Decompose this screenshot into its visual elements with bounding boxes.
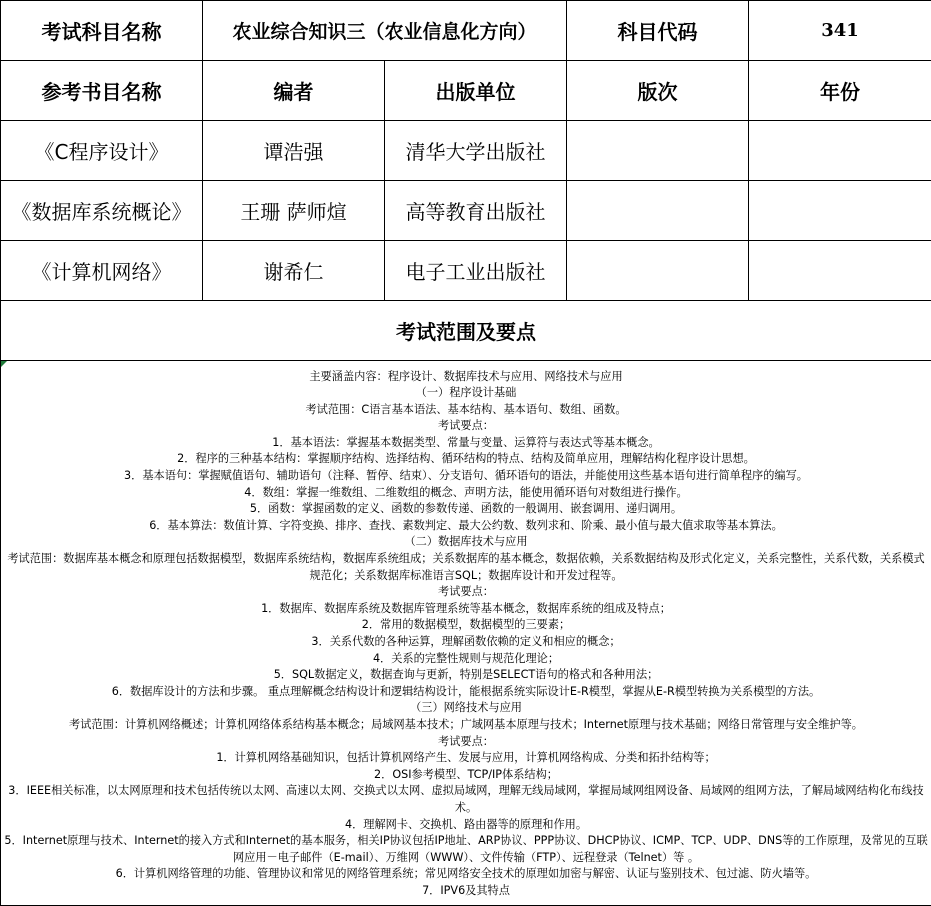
content-line: （三）网络技术与应用	[410, 701, 522, 715]
book-publisher: 清华大学出版社	[385, 121, 567, 181]
content-line: 考试范围：C语言基本语法、基本结构、基本语句、数组、函数。	[305, 402, 627, 416]
book-publisher: 高等教育出版社	[385, 181, 567, 241]
content-line: 1．数据库、数据库系统及数据库管理系统等基本概念，数据库系统的组成及特点；	[261, 601, 671, 615]
content-line: 6．数据库设计的方法和步骤。 重点理解概念结构设计和逻辑结构设计，能根据系统实际设计E-R模型，掌握从E-R模型转换为关系模型的方法。	[111, 684, 821, 698]
content-line: 考试范围：计算机网络概述；计算机网络体系结构基本概念；局域网基本技术；广域网基本原理与技术；Internet原理与技术基础；网络日常管理与安全维护等。	[69, 717, 863, 731]
content-line: 3．基本语句：掌握赋值语句、辅助语句（注释、暂停、结束）、分支语句、循环语句的语法，并能使用这些基本语句进行简单程序的编写。	[124, 469, 808, 483]
book-title: 《计算机网络》	[1, 241, 203, 301]
section-title: 考试范围及要点	[1, 301, 931, 361]
subject-row	[1, 1, 931, 61]
section-title-row	[1, 301, 931, 361]
content-line: 2．程序的三种基本结构：掌握顺序结构、选择结构、循环结构的特点、结构及简单应用，理解结构化程序设计思想。	[177, 452, 755, 466]
content-line: 考试要点：	[438, 419, 494, 433]
book-edition	[567, 181, 749, 241]
book-row	[1, 241, 931, 301]
book-edition	[567, 241, 749, 301]
content-line: 6．基本算法：数值计算、字符变换、排序、查找、素数判定、最大公约数、数列求和、阶乘、最小值与最大值求取等基本算法。	[149, 518, 783, 532]
content-line: 考试要点：	[438, 585, 494, 599]
col-edition-header: 版次	[567, 61, 749, 121]
content-line: 3．关系代数的各种运算，理解函数依赖的定义和相应的概念；	[311, 635, 621, 648]
content-line: 3．IEEE相关标准，以太网原理和技术包括传统以太网、高速以太网、交换式以太网、虚拟局域网，理解无线局域网，掌握局域网组网设备、局域网的组网方法，了解局域网结构化布线技术。	[8, 784, 924, 814]
book-title: 《数据库系统概论》	[1, 181, 203, 241]
book-year	[749, 121, 931, 181]
book-row	[1, 181, 931, 241]
book-title: 《C程序设计》	[1, 121, 203, 181]
content-line: 1．计算机网络基础知识，包括计算机网络产生、发展与应用，计算机网络构成、分类和拓扑结构等；	[216, 751, 716, 765]
book-author: 谭浩强	[203, 121, 385, 181]
code-value: 341	[749, 1, 931, 61]
subject-value: 农业综合知识三（农业信息化方向）	[203, 1, 567, 61]
content-line: 5．函数：掌握函数的定义、函数的参数传递、函数的一般调用、嵌套调用、递归调用。	[249, 502, 683, 516]
col-publisher-header: 出版单位	[385, 61, 567, 121]
content-line: 主要涵盖内容：程序设计、数据库技术与应用、网络技术与应用	[309, 369, 623, 383]
book-edition	[567, 121, 749, 181]
book-year	[749, 181, 931, 241]
syllabus-content-cell	[1, 361, 931, 906]
content-line: 4．关系的完整性规则与规范化理论；	[372, 651, 560, 665]
book-author: 谢希仁	[203, 241, 385, 301]
book-row	[1, 121, 931, 181]
content-line: 5．SQL数据定义，数据查询与更新，特别是SELECT语句的格式和各种用法；	[273, 668, 659, 682]
content-line: 7．IPV6及其特点	[422, 883, 510, 897]
content-line: 考试范围：数据库基本概念和原理包括数据模型，数据库系统结构，数据库系统组成；关系数据库的基本概念，数据依赖，关系数据结构及形式化定义，关系完整性，关系代数，关系模式规范化；关系数据库标准语言SQL；数据库设计和开发过程等。	[7, 552, 925, 582]
content-line: （一）程序设计基础	[415, 386, 517, 400]
col-year-header: 年份	[749, 61, 931, 121]
content-line: 考试要点：	[438, 734, 494, 748]
content-line: 4．数组：掌握一维数组、二维数组的概念、声明方法，能使用循环语句对数组进行操作。	[244, 485, 688, 499]
col-book-header: 参考书目名称	[1, 61, 203, 121]
subject-label: 考试科目名称	[1, 1, 203, 61]
column-header-row	[1, 61, 931, 121]
content-line: 5．Internet原理与技术、Internet的接入方式和Internet的基本服务，相关IP协议包括IP地址、ARP协议、PPP协议、DHCP协议、ICMP、TCP、UDP、DNS等的工作原理，及常见的互联网应用－电子邮件（E-mail）、万维网（WWW）、文件传输（FTP）、远程登录（Telnet）等 。	[4, 834, 928, 864]
content-row	[1, 361, 931, 906]
syllabus-content	[1, 367, 931, 900]
content-line: 4．理解网卡、交换机、路由器等的原理和作用。	[344, 817, 588, 831]
code-label: 科目代码	[567, 1, 749, 61]
content-line: 6．计算机网络管理的功能、管理协议和常见的网络管理系统；常见网络安全技术的原理如加密与解密、认证与鉴别技术、包过滤、防火墙等。	[115, 867, 817, 881]
book-publisher: 电子工业出版社	[385, 241, 567, 301]
content-line: 2．常用的数据模型，数据模型的三要素；	[361, 618, 571, 632]
content-line: 2．OSI参考模型、TCP/IP体系结构；	[374, 767, 558, 781]
book-year	[749, 241, 931, 301]
content-line: 1．基本语法：掌握基本数据类型、常量与变量、运算符与表达式等基本概念。	[272, 435, 660, 449]
content-line: （二）数据库技术与应用	[404, 535, 528, 549]
cell-comment-indicator	[1, 361, 7, 367]
book-author: 王珊 萨师煊	[203, 181, 385, 241]
col-author-header: 编者	[203, 61, 385, 121]
